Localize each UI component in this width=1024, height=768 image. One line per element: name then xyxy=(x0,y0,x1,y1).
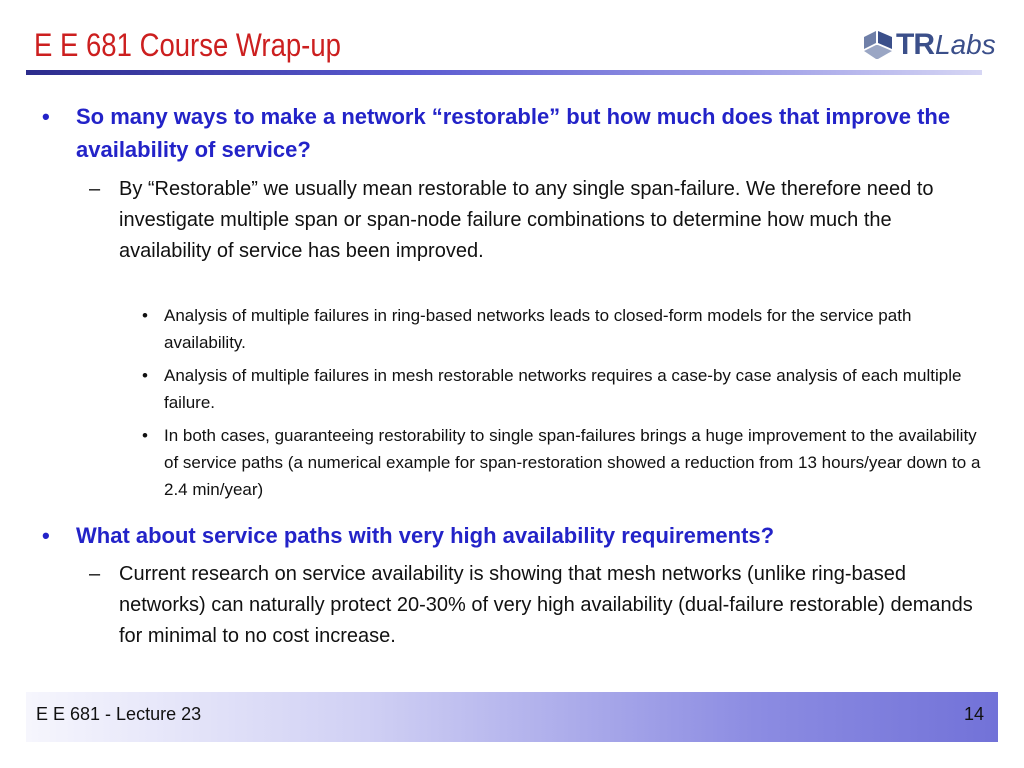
footer-lecture-label: E E 681 - Lecture 23 xyxy=(36,704,202,724)
sub-sub-bullet-1 xyxy=(142,302,984,356)
bullet-marker: • xyxy=(142,306,148,325)
trlabs-logo xyxy=(862,28,996,62)
sub-sub-bullet-3 xyxy=(142,422,984,503)
dash-marker: – xyxy=(89,563,101,585)
slide-footer xyxy=(26,692,998,742)
bullet-2 xyxy=(42,519,986,552)
sub-bullet-2-1 xyxy=(89,559,985,652)
sub-sub-bullet-2-text: Analysis of multiple failures in mesh restorable networks requires a case-by case analysis of each multiple failure. xyxy=(164,366,962,412)
bullet-marker: • xyxy=(142,366,148,385)
bullet-marker: • xyxy=(142,426,148,445)
bullet-marker: • xyxy=(42,104,50,129)
title-divider xyxy=(26,70,982,75)
sub-sub-bullet-1-text: Analysis of multiple failures in ring-based networks leads to closed-form models for the service path availability. xyxy=(164,306,912,352)
trlabs-logo-icon xyxy=(862,31,894,59)
slide-title: E E 681 Course Wrap-up xyxy=(34,27,341,63)
sub-bullet-1-1 xyxy=(89,174,985,267)
bullet-1 xyxy=(42,100,986,166)
sub-bullet-2-1-text: Current research on service availability is showing that mesh networks (unlike ring-based networks) can naturally protect 20-30% of very high availability (dual-failure restorable) demands for minimal to no cost increase. xyxy=(119,563,973,647)
sub-sub-bullet-2 xyxy=(142,362,984,416)
sub-bullet-1-1-text: By “Restorable” we usually mean restorable to any single span-failure. We therefore need to investigate multiple span or span-node failure combinations to determine how much the availability of service has been improved. xyxy=(119,178,934,262)
dash-marker: – xyxy=(89,178,101,200)
sub-sub-bullet-3-text: In both cases, guaranteeing restorability to single span-failures brings a huge improvement to the availability of service paths (a numerical example for span-restoration showed a reduction from 13 hours/year down to a 2.4 min/year) xyxy=(164,426,981,499)
page-number: 14 xyxy=(963,704,984,724)
bullet-2-text: What about service paths with very high availability requirements? xyxy=(76,523,775,548)
bullet-1-text: So many ways to make a network “restorable” but how much does that improve the availability of service? xyxy=(76,104,951,162)
bullet-marker: • xyxy=(42,523,50,548)
logo-text-tr: TR xyxy=(896,28,934,61)
logo-text-labs: Labs xyxy=(935,29,996,60)
